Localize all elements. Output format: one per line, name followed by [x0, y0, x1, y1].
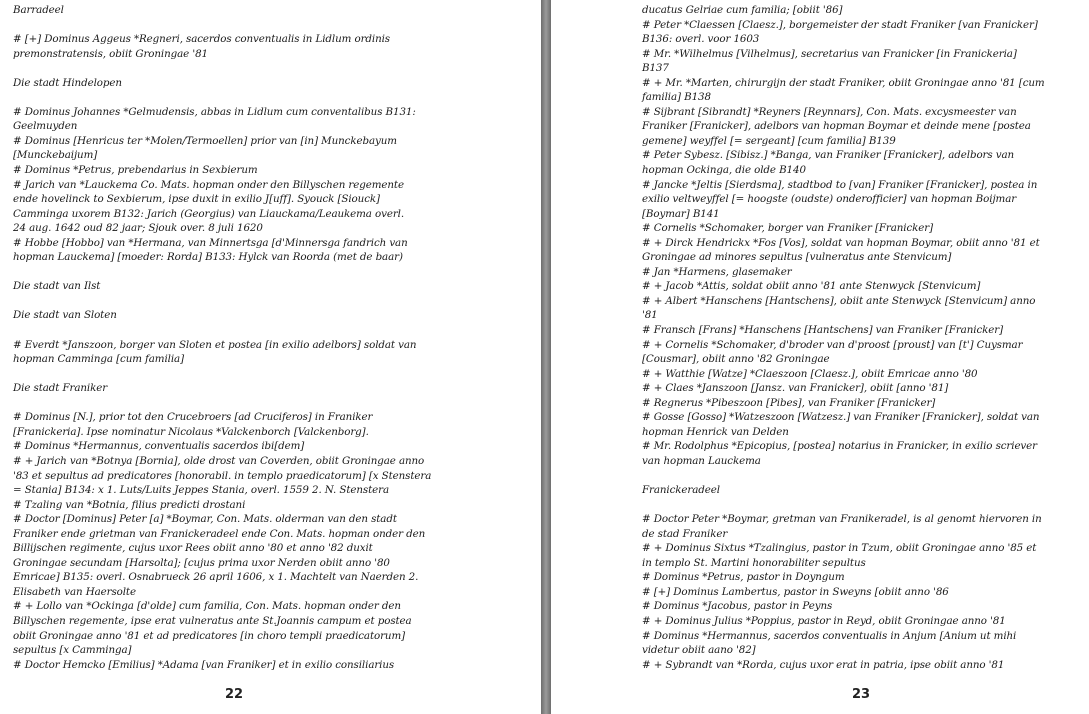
- text-line: B136: overl. voor 1603: [642, 33, 760, 46]
- text-line: sepultus [x Camminga]: [13, 644, 132, 657]
- page-number-right: 23: [852, 687, 871, 702]
- text-line: [Boymar] B141: [642, 207, 720, 220]
- text-line: # Doctor [Dominus] Peter [a] *Boymar, Con. Mats. olderman van den stadt: [13, 513, 397, 526]
- text-line: [13, 90, 431, 105]
- text-line: Die stadt van Sloten: [13, 309, 117, 322]
- text-line: Barradeel: [13, 4, 64, 16]
- text-line: # Mr. Rodolphus *Epicopius, [postea] notarius in Franicker, in exilio scriever: [642, 440, 1037, 453]
- text-line: obiit Groningae anno '81 et ad predicatores [in choro templi praedicatorum]: [13, 629, 406, 642]
- text-line: # Everdt *Janszoon, borger van Sloten et postea [in exilio adelbors] soldat van: [13, 338, 417, 351]
- text-line: [Franickeria]. Ipse nominatur Nicolaus *Valckenborch [Valckenborg].: [13, 425, 369, 438]
- text-line: # + Albert *Hanschens [Hantschens], obiit ante Stenwyck [Stenvicum] anno: [642, 294, 1036, 307]
- text-line: # Dominus *Jacobus, pastor in Peyns: [642, 600, 833, 613]
- text-line: [13, 18, 431, 33]
- text-line: # Jancke *Jeltis [Sierdsma], stadtbod to [van] Franiker [Franicker], postea in: [642, 178, 1038, 191]
- text-line: videtur obiit aano '82]: [642, 644, 756, 657]
- text-line: # Doctor Peter *Boymar, gretman van Franikeradel, is al genomt hiervoren in: [642, 513, 1042, 526]
- text-line: ducatus Gelriae cum familia; [obiit '86]: [642, 4, 843, 16]
- text-line: # Sijbrant [Sibrandt] *Reyners [Reynnars], Con. Mats. excysmeester van: [642, 105, 1017, 118]
- text-line: # + Dominus Sixtus *Tzalingius, pastor in Tzum, obiit Groningae anno '85 et: [642, 542, 1037, 555]
- text-line: '83 et sepultus ad predicatores [honorabil. in templo praedicatorum] [x Stenstera: [13, 469, 432, 482]
- text-line: [13, 294, 431, 309]
- text-line: # Dominus *Petrus, prebendarius in Sexbierum: [13, 164, 258, 177]
- text-line: ende hovelinck to Sexbierum, ipse duxit in exilio J[uff]. Syouck [Siouck]: [13, 193, 380, 206]
- text-line: # Dominus *Hermannus, sacerdos conventualis in Anjum [Anium ut mihi: [642, 629, 1017, 642]
- text-line: # Jan *Harmens, glasemaker: [642, 265, 792, 278]
- text-line: # [+] Dominus Aggeus *Regneri, sacerdos conventualis in Lidlum ordinis: [13, 33, 390, 46]
- text-line: # Mr. *Wilhelmus [Vilhelmus], secretarius van Franicker [in Franickeria]: [642, 47, 1017, 60]
- text-line: Die stadt Hindelopen: [13, 76, 122, 89]
- text-line: # Dominus [Henricus ter *Molen/Termoellen] prior van [in] Munckebayum: [13, 134, 397, 147]
- text-line: van hopman Lauckema: [642, 454, 761, 467]
- text-line: Franickeradeel: [642, 484, 720, 497]
- text-line: # Fransch [Frans] *Hanschens [Hantschens] van Franiker [Franicker]: [642, 324, 1003, 337]
- text-line: # + Jarich van *Botnya [Bornia], olde drost van Coverden, obiit Groningae anno: [13, 454, 425, 467]
- text-line: [13, 367, 431, 382]
- right-page: [551, 0, 1089, 714]
- text-line: [13, 265, 431, 280]
- text-line: de stad Franiker: [642, 527, 728, 540]
- text-line: B137: [642, 62, 669, 75]
- text-line: Emricae] B135: overl. Osnabrueck 26 april 1606, x 1. Machtelt van Naerden 2.: [13, 571, 419, 584]
- text-line: # Tzaling van *Botnia, filius predicti drostani: [13, 498, 246, 511]
- text-line: [642, 469, 1045, 484]
- text-line: # + Sybrandt van *Rorda, cujus uxor erat in patria, ipse obiit anno '81: [642, 658, 1005, 671]
- text-line: # + Jacob *Attis, soldat obiit anno '81 ante Stenwyck [Stenvicum]: [642, 280, 981, 293]
- text-line: Billijschen regimente, cujus uxor Rees obiit anno '80 et anno '82 duxit: [13, 542, 373, 555]
- book-gutter: [541, 0, 551, 714]
- left-page-text: [13, 3, 431, 672]
- text-line: Groningae ad minores sepultus [vulneratus ante Stenvicum]: [642, 251, 952, 264]
- text-line: = Stania] B134: x 1. Luts/Luits Jeppes Stania, overl. 1559 2. N. Stenstera: [13, 484, 389, 497]
- text-line: in templo St. Martini honorabiliter sepultus: [642, 556, 866, 569]
- text-line: 24 aug. 1642 oud 82 jaar; Sjouk over. 8 juli 1620: [13, 222, 263, 235]
- text-line: # + Mr. *Marten, chirurgijn der stadt Franiker, obiit Groningae anno '81 [cum: [642, 76, 1045, 89]
- text-line: Groningae secundam [Harsolta]; [cujus prima uxor Nerden obiit anno '80: [13, 556, 390, 569]
- text-line: # Jarich van *Lauckema Co. Mats. hopman onder den Billyschen regemente: [13, 178, 404, 191]
- right-page-text: [642, 3, 1045, 672]
- text-line: hopman Ockinga, die olde B140: [642, 164, 806, 177]
- text-line: # Peter *Claessen [Claesz.], borgemeister der stadt Franiker [van Franicker]: [642, 18, 1038, 31]
- text-line: Geelmuyden: [13, 120, 78, 133]
- text-line: # Dominus *Hermannus, conventualis sacerdos ibi[dem]: [13, 440, 305, 453]
- text-line: # Regnerus *Pibeszoon [Pibes], van Franiker [Franicker]: [642, 396, 936, 409]
- page-number-left: 22: [225, 687, 244, 702]
- text-line: # + Lollo van *Ockinga [d'olde] cum familia, Con. Mats. hopman onder den: [13, 600, 401, 613]
- text-line: [13, 61, 431, 76]
- text-line: # Peter Sybesz. [Sibisz.] *Banga, van Franiker [Franicker], adelbors van: [642, 149, 1015, 162]
- text-line: Billyschen regemente, ipse erat vulneratus ante St.Joannis campum et postea: [13, 614, 412, 627]
- text-line: # [+] Dominus Lambertus, pastor in Sweyns [obiit anno '86: [642, 585, 949, 598]
- text-line: Die stadt van Ilst: [13, 280, 101, 293]
- text-line: '81: [642, 309, 658, 322]
- text-line: Franiker ende grietman van Franickeradeel ende Con. Mats. hopman onder den: [13, 527, 426, 540]
- text-line: Die stadt Franiker: [13, 382, 108, 395]
- text-line: [Munckebaijum]: [13, 149, 98, 162]
- text-line: Elisabeth van Haersolte: [13, 585, 136, 598]
- text-line: # Cornelis *Schomaker, borger van Franiker [Franicker]: [642, 222, 934, 235]
- text-line: # Dominus [N.], prior tot den Crucebroers [ad Cruciferos] in Franiker: [13, 411, 373, 424]
- text-line: hopman Lauckema] [moeder: Rorda] B133: Hylck van Roorda (met de baar): [13, 251, 403, 264]
- text-line: # + Claes *Janszoon [Jansz. van Franicker], obiit [anno '81]: [642, 382, 949, 395]
- left-page: [0, 0, 541, 714]
- text-line: hopman Camminga [cum familia]: [13, 353, 185, 366]
- text-line: # + Dominus Julius *Poppius, pastor in Reyd, obiit Groningae anno '81: [642, 614, 1006, 627]
- text-line: # Gosse [Gosso] *Watzeszoon [Watzesz.] van Franiker [Franicker], soldat van: [642, 411, 1040, 424]
- text-line: familia] B138: [642, 91, 711, 104]
- text-line: Franiker [Franicker], adelbors van hopman Boymar et deinde mene [postea: [642, 120, 1031, 133]
- text-line: [13, 323, 431, 338]
- text-line: exilio veltweyffel [= hoogste (oudste) onderofficier] van hopman Boijmar: [642, 193, 1017, 206]
- text-line: # Doctor Hemcko [Emilius] *Adama [van Franiker] et in exilio consiliarius: [13, 658, 395, 671]
- text-line: hopman Henrick van Delden: [642, 425, 789, 438]
- text-line: # + Watthie [Watze] *Claeszoon [Claesz.], obiit Emricae anno '80: [642, 367, 978, 380]
- text-line: [Cousmar], obiit anno '82 Groningae: [642, 353, 830, 366]
- text-line: Camminga uxorem B132: Jarich (Georgius) van Liauckama/Leaukema overl.: [13, 207, 405, 220]
- text-line: # Hobbe [Hobbo] van *Hermana, van Minnertsga [d'Minnersga fandrich van: [13, 236, 408, 249]
- text-line: # + Cornelis *Schomaker, d'broder van d'proost [proust] van [t'] Cuysmar: [642, 338, 1023, 351]
- text-line: # Dominus *Petrus, pastor in Doyngum: [642, 571, 845, 584]
- text-line: # Dominus Johannes *Gelmudensis, abbas in Lidlum cum conventalibus B131:: [13, 105, 416, 118]
- text-line: gemene] weyffel [= sergeant] [cum familia] B139: [642, 134, 896, 147]
- text-line: [642, 498, 1045, 513]
- text-line: premonstratensis, obiit Groningae '81: [13, 47, 208, 60]
- text-line: # + Dirck Hendrickx *Fos [Vos], soldat van hopman Boymar, obiit anno '81 et: [642, 236, 1040, 249]
- text-line: [13, 396, 431, 411]
